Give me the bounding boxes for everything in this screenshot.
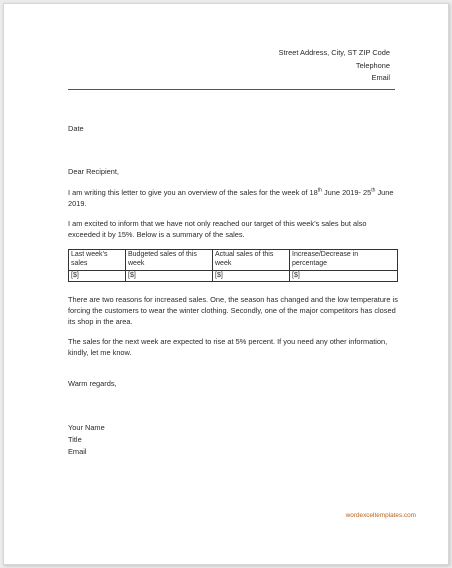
forecast-paragraph: The sales for the next week are expected to rise at 5% percent. If you need any other information, kindly, let me know.	[68, 337, 388, 357]
closing: Warm regards,	[68, 379, 117, 388]
intro-prefix: I am writing this letter to give you an overview of the sales for the week of 18	[68, 188, 318, 197]
signature-name: Your Name	[68, 423, 105, 432]
salutation: Dear Recipient,	[68, 167, 119, 176]
table-header-cell: Increase/Decrease in percentage	[290, 250, 398, 271]
table-row	[69, 271, 398, 282]
header-divider	[68, 89, 395, 90]
reasons-paragraph: There are two reasons for increased sales. One, the season has changed and the low temperature is forcing the customers to wear the winter clothing. Secondly, one of the major competitors has closed its shop in the area.	[68, 295, 398, 326]
intro-suffix: June 2019.	[68, 188, 394, 208]
target-paragraph: I am excited to inform that we have not only reached our target of this week’s sales but also exceeded it by 15%. Below is a summary of the sales.	[68, 219, 367, 239]
letter-date: Date	[68, 124, 84, 133]
signature-block	[68, 422, 105, 459]
sender-telephone: Telephone	[355, 60, 390, 70]
intro-middle: June 2019- 25	[321, 188, 372, 197]
intro-sup-1: th	[317, 187, 322, 194]
table-header-cell: Budgeted sales of this week	[126, 250, 213, 271]
table-cell: [$]	[290, 271, 398, 282]
sales-summary-table	[68, 249, 398, 282]
table-cell: [$]	[213, 271, 290, 282]
signature-email: Email	[68, 447, 87, 457]
watermark: wordexceltemplates.com	[345, 512, 416, 519]
table-header-row	[69, 250, 398, 271]
table-cell: [$]	[126, 271, 213, 282]
table-cell: [$]	[69, 271, 126, 282]
intro-sup-2: th	[371, 187, 376, 194]
table-header-cell: Last week’s sales	[69, 250, 126, 271]
intro-paragraph	[68, 187, 398, 209]
sender-email: Email	[371, 73, 390, 82]
sender-block	[279, 47, 390, 85]
sender-address: Street Address, City, ST ZIP Code	[278, 48, 390, 57]
signature-title: Title	[68, 435, 82, 445]
letter-page	[3, 3, 449, 565]
letter-body	[68, 166, 398, 367]
table-header-cell: Actual sales of this week	[213, 250, 290, 271]
